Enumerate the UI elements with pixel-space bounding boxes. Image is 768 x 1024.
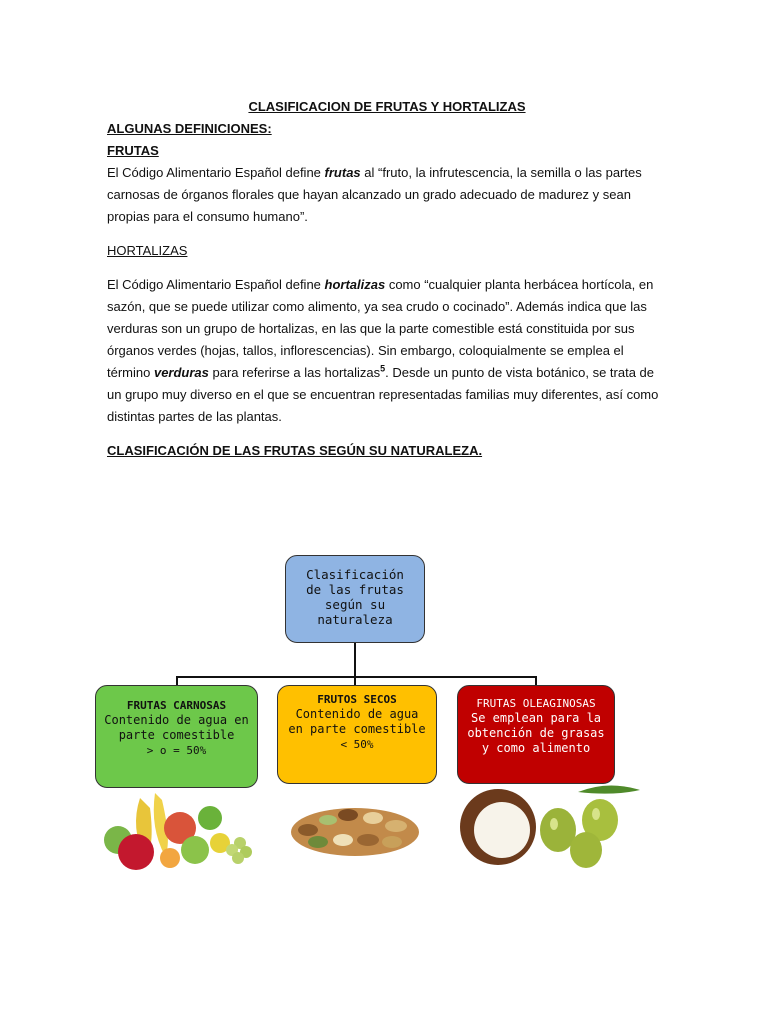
frutas-carnosas-node bbox=[95, 685, 258, 788]
frutas-oleaginosas-text: Se emplean para la obtención de grasas y como alimento bbox=[467, 711, 605, 755]
connector-horizontal bbox=[176, 676, 537, 678]
root-node-label: Clasificación de las frutas según su naturaleza bbox=[306, 567, 404, 627]
definitions-heading: ALGUNAS DEFINICIONES: bbox=[107, 121, 272, 136]
hortalizas-text-pre: El Código Alimentario Español define bbox=[107, 277, 325, 292]
verduras-term: verduras bbox=[153, 365, 209, 380]
frutas-carnosas-text: Contenido de agua en parte comestible bbox=[104, 713, 249, 742]
root-node bbox=[285, 555, 425, 643]
frutas-term: frutas bbox=[324, 165, 361, 180]
frutas-oleaginosas-title: FRUTAS OLEAGINOSAS bbox=[476, 697, 596, 710]
mixed-nuts-image bbox=[288, 790, 423, 860]
hortalizas-term: hortalizas bbox=[324, 277, 386, 292]
frutas-carnosas-value: > o = 50% bbox=[146, 744, 207, 757]
frutos-secos-value: < 50% bbox=[340, 738, 374, 751]
frutas-text-pre: El Código Alimentario Español define bbox=[107, 165, 325, 180]
frutas-text-post: al “fruto, la infrutescencia, la semilla o las partes carnosas de órganos florales que hayan alcanzado un grado adecuado de madurez y sean propias para el consumo humano”. bbox=[107, 165, 642, 224]
hortalizas-heading: HORTALIZAS bbox=[107, 243, 188, 258]
frutos-secos-node bbox=[277, 685, 437, 784]
footnote-ref: 5 bbox=[380, 363, 386, 374]
coconut-olives-image bbox=[458, 782, 643, 872]
frutas-oleaginosas-node bbox=[457, 685, 615, 784]
classification-heading: CLASIFICACIÓN DE LAS FRUTAS SEGÚN SU NATURALEZA. bbox=[107, 443, 483, 458]
frutas-heading: FRUTAS bbox=[107, 143, 159, 158]
frutos-secos-text: Contenido de agua en parte comestible bbox=[288, 707, 426, 736]
hortalizas-text-mid: como “cualquier planta herbácea hortícola, en sazón, que se puede utilizar como alimento, ya sea crudo o cocinado”. Además indica que las verduras son un grupo de hortalizas, en las que la parte comestible está constituida por sus órganos verdes (hojas, tallos, inflorescencias). Sin embargo, coloquialmente se emplea el término bbox=[107, 277, 654, 380]
assorted-fruits-image bbox=[100, 788, 260, 878]
hortalizas-text-mid2: para referirse a las hortalizas bbox=[208, 365, 381, 380]
connector-root-down bbox=[354, 643, 356, 677]
frutos-secos-title: FRUTOS SECOS bbox=[317, 693, 397, 706]
frutas-carnosas-title: FRUTAS CARNOSAS bbox=[126, 699, 227, 712]
document-title: CLASIFICACION DE FRUTAS Y HORTALIZAS bbox=[248, 99, 526, 114]
hortalizas-text-post: . Desde un punto de vista botánico, se trata de un grupo muy diverso en el que se encuentran representadas familias muy diferentes, así como distintas partes de las plantas. bbox=[107, 365, 659, 424]
